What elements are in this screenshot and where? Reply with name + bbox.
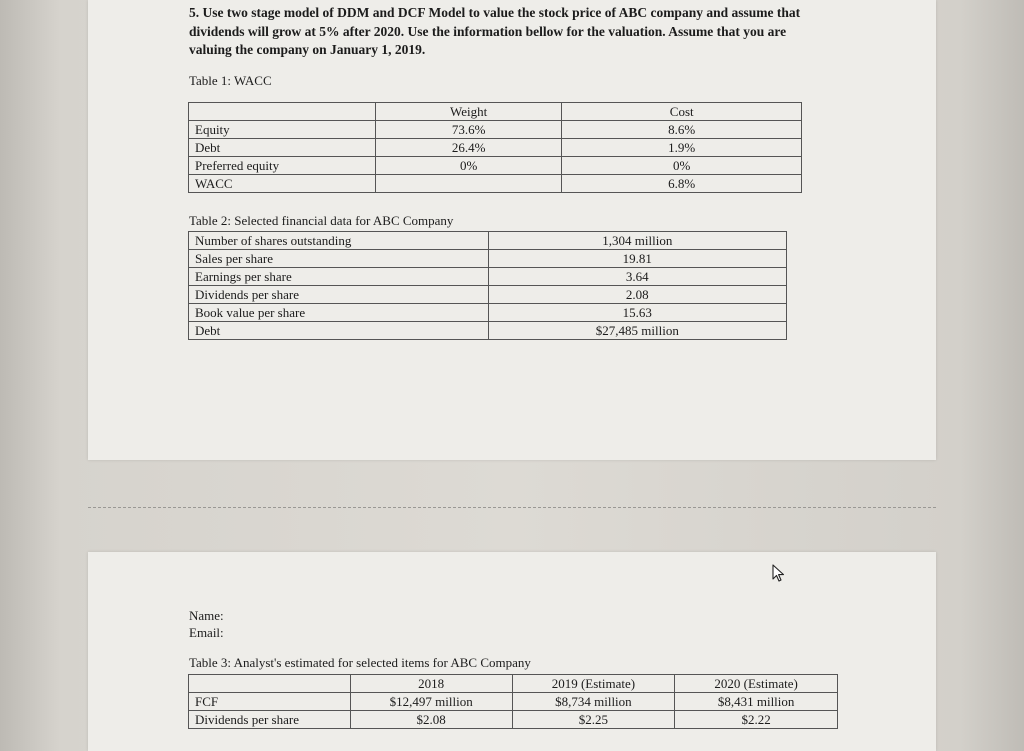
table1-caption: Table 1: WACC — [189, 73, 272, 88]
table-row — [189, 157, 802, 175]
table-cell: $2.25 — [512, 711, 675, 729]
table-row — [189, 286, 787, 304]
table2-caption: Table 2: Selected financial data for ABC Company — [189, 213, 454, 228]
mouse-pointer-icon — [770, 563, 788, 583]
table-header: 2020 (Estimate) — [675, 675, 838, 693]
table-cell: 73.6% — [375, 121, 562, 139]
table-cell: Sales per share — [189, 250, 489, 268]
table-cell: $8,431 million — [675, 693, 838, 711]
table-row — [189, 693, 838, 711]
table-header: Cost — [562, 103, 802, 121]
table-cell: Book value per share — [189, 304, 489, 322]
table-cell: 3.64 — [488, 268, 786, 286]
table-cell — [375, 175, 562, 193]
table-cell: Debt — [189, 322, 489, 340]
table-cell: $12,497 million — [350, 693, 512, 711]
table-row — [189, 121, 802, 139]
table-cell: Equity — [189, 121, 376, 139]
table-row — [189, 711, 838, 729]
table-cell: 26.4% — [375, 139, 562, 157]
table-row — [189, 232, 787, 250]
table-row — [189, 175, 802, 193]
table-row — [189, 322, 787, 340]
table-row — [189, 304, 787, 322]
table-header: Weight — [375, 103, 562, 121]
question-text: 5. Use two stage model of DDM and DCF Model to value the stock price of ABC company and assume that dividends will grow at 5% after 2020. Use the information bellow for the valuation. Assume that you are valuing the company on January 1, 2019. — [189, 5, 801, 57]
table-cell — [189, 103, 376, 121]
table-row — [189, 250, 787, 268]
table-header: 2019 (Estimate) — [512, 675, 675, 693]
table-cell: Number of shares outstanding — [189, 232, 489, 250]
table-cell: 1,304 million — [488, 232, 786, 250]
table-cell: Dividends per share — [189, 711, 351, 729]
name-label: Name: — [189, 608, 224, 623]
table-cell: Earnings per share — [189, 268, 489, 286]
financial-data-table — [188, 231, 787, 340]
question-panel — [88, 0, 936, 460]
table-row — [189, 139, 802, 157]
table-cell: Preferred equity — [189, 157, 376, 175]
table-cell: $2.08 — [350, 711, 512, 729]
table-cell: 0% — [562, 157, 802, 175]
table-row — [189, 103, 802, 121]
table-cell: Dividends per share — [189, 286, 489, 304]
table-cell: 2.08 — [488, 286, 786, 304]
wacc-table — [188, 102, 802, 193]
table-cell: Debt — [189, 139, 376, 157]
table3-caption: Table 3: Analyst's estimated for selected items for ABC Company — [189, 655, 531, 670]
email-label: Email: — [189, 625, 224, 640]
table-cell: 6.8% — [562, 175, 802, 193]
table-header: 2018 — [350, 675, 512, 693]
table-cell: $27,485 million — [488, 322, 786, 340]
table-cell: 1.9% — [562, 139, 802, 157]
table-cell: $8,734 million — [512, 693, 675, 711]
table-cell: 8.6% — [562, 121, 802, 139]
table-cell: $2.22 — [675, 711, 838, 729]
table-cell: FCF — [189, 693, 351, 711]
table-cell — [189, 675, 351, 693]
table-cell: 15.63 — [488, 304, 786, 322]
page-divider — [88, 507, 936, 508]
table-row — [189, 268, 787, 286]
table-cell: 0% — [375, 157, 562, 175]
table-cell: WACC — [189, 175, 376, 193]
table-cell: 19.81 — [488, 250, 786, 268]
analyst-estimates-table — [188, 674, 838, 729]
table-row — [189, 675, 838, 693]
